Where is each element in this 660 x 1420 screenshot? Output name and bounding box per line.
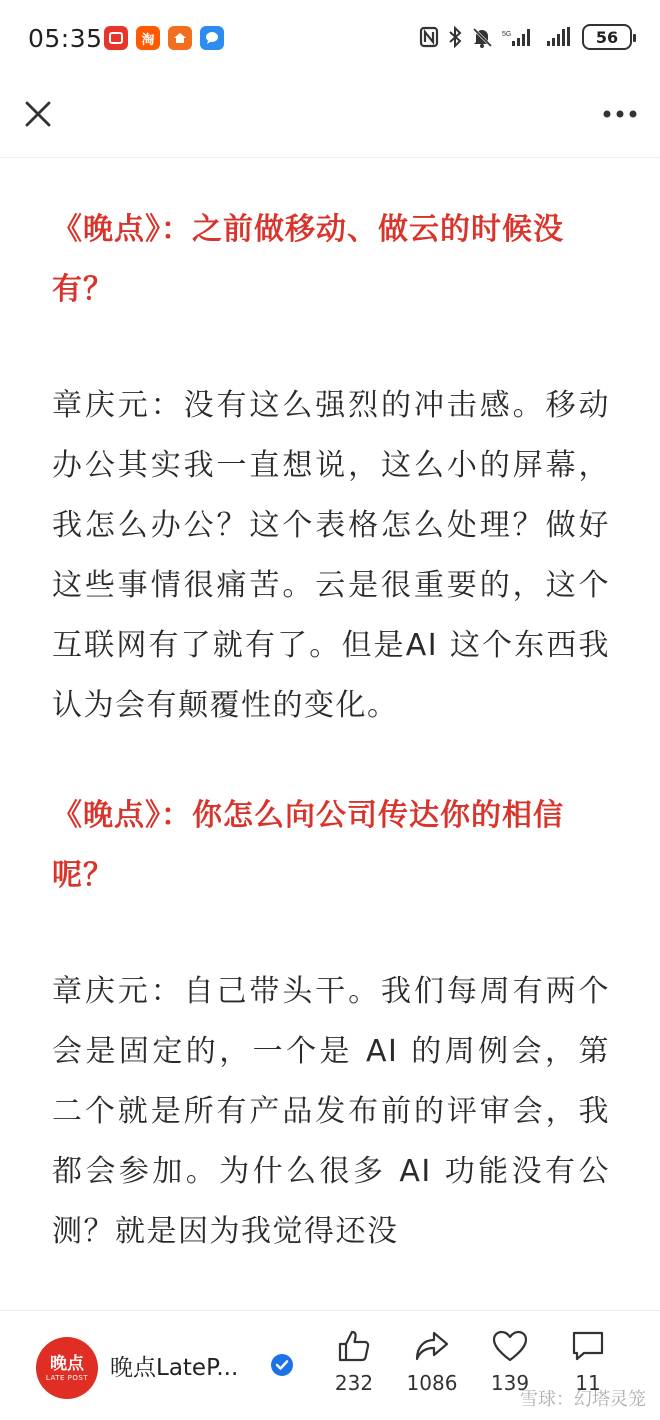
close-button[interactable] [18,94,58,134]
notification-icons [104,26,224,50]
mute-icon [471,26,493,48]
answer-paragraph: 章庆元：没有这么强烈的冲击感。移动办公其实我一直想说，这么小的屏幕，我怎么办公？这个表格怎么处理？做好这些事情很痛苦。云是很重要的，这个互联网有了就有了。但是AI 这个东西我认为会有颠覆性的变化。 [52,388,610,723]
question-heading: 《晚点》：之前做移动、做云的时候没有？ [52,212,564,307]
share-button[interactable] [387,1329,477,1395]
author-name[interactable]: 晚点LateP... [110,1355,239,1381]
share-count: 1086 [406,1371,458,1395]
signal-icon-1 [502,26,534,48]
more-icon [602,109,638,119]
red-app-icon [104,26,128,50]
comment-count: 11 [575,1371,601,1395]
avatar-logo-text: 晚点 [50,1353,84,1374]
bluetooth-icon [448,26,462,48]
question-heading: 《晚点》：你怎么向公司传达你的相信呢？ [52,798,564,893]
answer-paragraph: 章庆元：自己带头干。我们每周有两个会是固定的，一个是 AI 的周例会，第二个就是所有产品发布前的评审会，我都会参加。为什么很多 AI 功能没有公测？就是因为我觉得还没 [52,974,610,1249]
top-nav [0,80,660,158]
like-button[interactable] [309,1329,399,1395]
bottom-action-bar [0,1310,660,1420]
avatar[interactable] [36,1337,98,1399]
status-right [419,24,632,50]
verified-badge-icon [270,1353,294,1381]
share-icon [414,1329,450,1363]
thumbs-up-icon [337,1329,371,1363]
comment-icon [570,1329,606,1363]
more-button[interactable] [598,94,642,134]
like-count: 232 [334,1371,374,1395]
message-app-icon [200,26,224,50]
close-icon [24,100,52,128]
taobao-icon: 淘 [136,26,160,50]
orange-app-icon [168,26,192,50]
signal-icon-2 [543,26,573,48]
svg-text:5G: 5G [502,31,512,38]
status-time: 05:35 [28,24,103,53]
heart-icon [492,1329,528,1363]
watermark-text: 雪球：幻塔灵笼 [520,1389,646,1410]
nfc-icon [419,26,439,48]
article-body [0,200,660,1310]
status-bar [0,0,660,80]
avatar-logo-subtext: LATE POST [45,1373,89,1382]
favorite-count: 139 [490,1371,530,1395]
battery-indicator: 56 [582,24,632,50]
